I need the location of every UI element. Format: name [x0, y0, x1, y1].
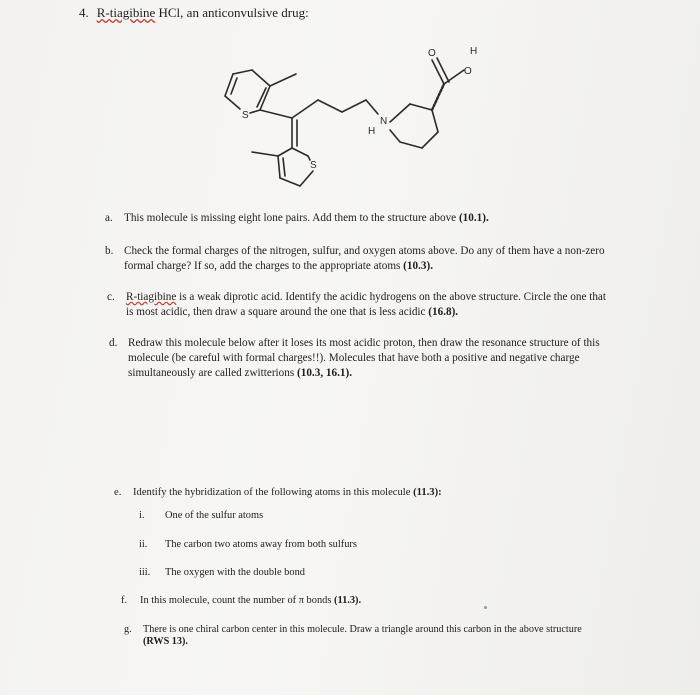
bond: [283, 158, 285, 176]
part-e-item-3-text: The oxygen with the double bond: [165, 567, 305, 578]
question-title-rest: HCl, an anticonvulsive drug:: [158, 5, 309, 20]
part-e-item-1: [139, 510, 264, 521]
part-d-ref: (10.3, 16.1).: [297, 367, 353, 379]
part-e-item-2-text: The carbon two atoms away from both sulfurs: [165, 539, 357, 550]
bond: [432, 60, 444, 84]
part-d: [109, 336, 668, 381]
part-b-line1: Check the formal charges of the nitrogen, sulfur, and oxygen atoms above. Do any of them have a non-zero: [124, 245, 605, 257]
part-d-line2: molecule (be careful with formal charges!!). Molecules that have both a positive and negative charge: [128, 352, 580, 364]
part-e-ref: (11.3):: [413, 487, 442, 498]
bond: [318, 100, 342, 112]
atom-oxygen-hydroxyl: O: [464, 66, 472, 77]
bond: [300, 171, 313, 186]
bond: [270, 74, 296, 86]
part-f-label: f.: [121, 595, 128, 606]
part-e-text: Identify the hybridization of the following atoms in this molecule: [133, 487, 411, 498]
part-e-item-2: [139, 539, 357, 550]
part-c-ref: (16.8).: [428, 306, 459, 318]
part-b: [105, 244, 664, 274]
bond: [252, 70, 270, 86]
part-a: [105, 211, 489, 226]
part-f: [121, 593, 362, 608]
part-c-line1: is a weak diprotic acid. Identify the acidic hydrogens on the above structure. Circle the one that: [179, 291, 606, 303]
atom-hydrogen-on-nitrogen: H: [368, 126, 376, 137]
bond: [278, 156, 280, 178]
part-a-text: This molecule is missing eight lone pairs. Add them to the structure above: [124, 212, 457, 224]
atom-oxygen-carbonyl: O: [428, 48, 436, 59]
bond: [278, 148, 292, 156]
part-e-item-3-label: iii.: [139, 567, 151, 578]
bond: [432, 110, 438, 132]
atom-nitrogen: N: [380, 116, 388, 127]
bond: [432, 84, 444, 110]
part-f-ref: (11.3).: [333, 595, 362, 606]
part-e-label: e.: [114, 487, 122, 498]
bond: [366, 100, 378, 114]
bond: [400, 142, 422, 148]
atom-sulfur-bottom: S: [310, 160, 317, 171]
bond: [390, 130, 400, 142]
part-d-line3: simultaneously are called zwitterions: [128, 367, 295, 379]
part-e-item-2-label: ii.: [139, 539, 148, 550]
bond: [280, 178, 300, 186]
part-d-line1: Redraw this molecule below after it loses its most acidic proton, then draw the resonance structure of this: [128, 337, 600, 349]
bond: [342, 100, 366, 112]
part-b-label: b.: [105, 245, 114, 257]
part-c-line2: is most acidic, then draw a square around the one that is less acidic: [126, 306, 426, 318]
part-d-label: d.: [109, 337, 118, 349]
part-g-line1: There is one chiral carbon center in this molecule. Draw a triangle around this carbon in the above structure: [143, 624, 582, 635]
atom-hydrogen-on-oxygen: H: [470, 46, 478, 57]
bond: [231, 78, 237, 94]
bond: [390, 104, 410, 122]
part-b-line2: formal charge? If so, add the charges to the appropriate atoms: [124, 260, 401, 272]
bond: [250, 110, 260, 113]
bond: [410, 104, 432, 110]
bond: [437, 58, 449, 82]
part-g: [124, 624, 663, 648]
part-c-drug-name: R-tiagibine: [126, 291, 177, 303]
bond: [233, 70, 252, 74]
part-c-label: c.: [107, 291, 115, 303]
part-g-ref: (RWS 13).: [143, 636, 188, 647]
part-b-ref: (10.3).: [403, 260, 433, 272]
part-c: [107, 290, 666, 320]
part-e-item-3: [139, 567, 305, 578]
part-e: [114, 485, 442, 500]
molecule-structure: [200, 30, 520, 200]
bond: [292, 148, 308, 156]
bond: [292, 100, 318, 118]
atom-sulfur-top: S: [242, 110, 249, 121]
part-f-text: In this molecule, count the number of π bonds: [140, 595, 332, 606]
part-g-label: g.: [124, 624, 132, 635]
part-e-item-1-label: i.: [139, 510, 145, 521]
part-a-label: a.: [105, 212, 113, 224]
bond: [260, 110, 292, 118]
bond: [225, 96, 240, 109]
drug-name: R-tiagibine: [96, 5, 156, 20]
part-a-ref: (10.1).: [458, 212, 489, 224]
question-number: 4.: [79, 5, 89, 20]
bond: [422, 132, 438, 148]
question-title: [79, 5, 309, 21]
part-e-item-1-text: One of the sulfur atoms: [165, 510, 264, 521]
stray-mark: [484, 606, 487, 609]
bond: [252, 152, 278, 156]
